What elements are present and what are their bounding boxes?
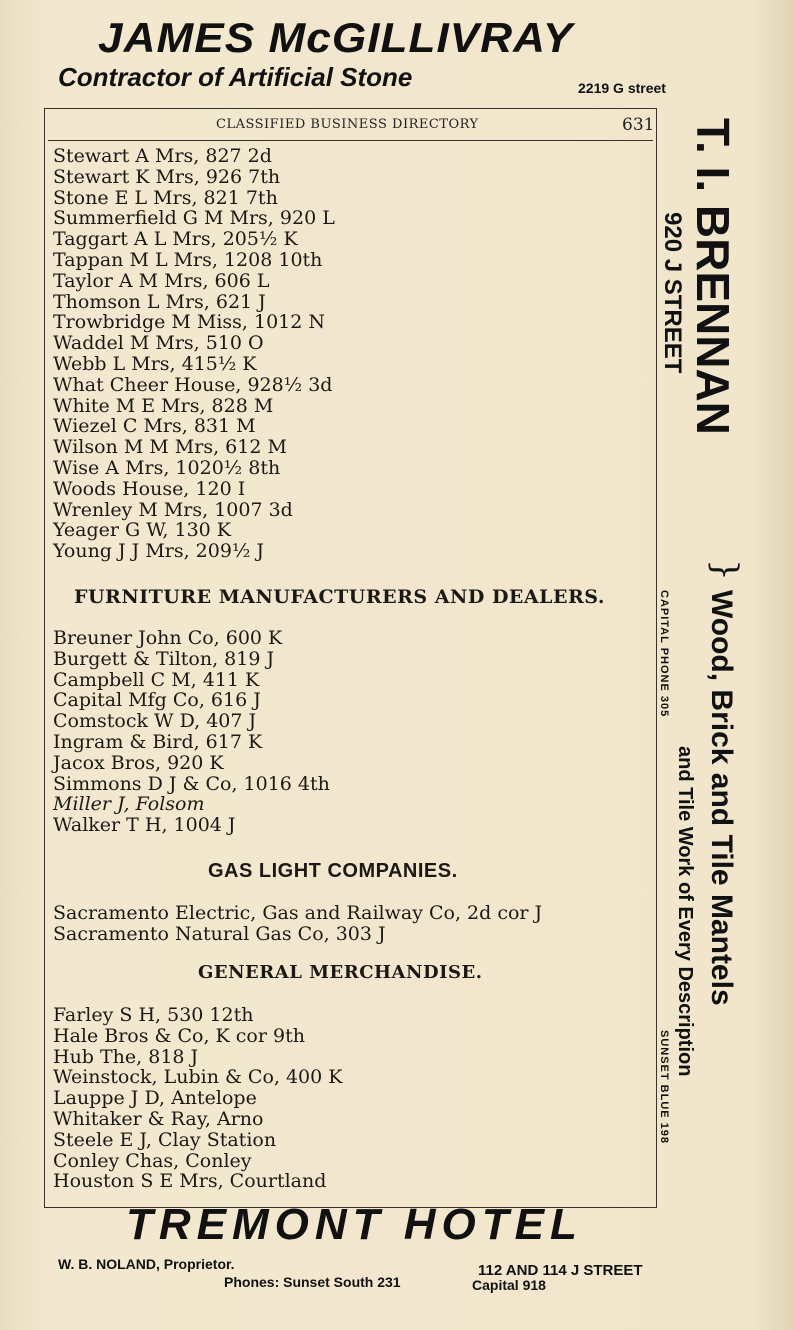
top-ad-name: JAMES McGILLIVRAY xyxy=(98,14,574,61)
furniture-list xyxy=(53,628,330,836)
list-item: Trowbridge M Miss, 1012 N xyxy=(53,311,326,334)
list-item: Waddel M Mrs, 510 O xyxy=(53,332,264,355)
list-item: Woods House, 120 I xyxy=(53,477,246,500)
list-item: Jacox Bros, 920 K xyxy=(53,751,224,774)
bottom-ad-name: TREMONT HOTEL xyxy=(126,1200,583,1249)
bottom-ad-address: 112 AND 114 J STREET xyxy=(478,1262,643,1279)
side-ad-name: T. I. BRENNAN xyxy=(687,118,739,435)
list-item: Stone E L Mrs, 821 7th xyxy=(53,186,278,209)
list-item: Lauppe J D, Antelope xyxy=(53,1087,257,1110)
list-item: Webb L Mrs, 415½ K xyxy=(53,352,257,375)
list-item: Summerfield G M Mrs, 920 L xyxy=(53,207,335,230)
section-heading-merchandise: GENERAL MERCHANDISE. xyxy=(198,962,483,983)
page-number: 631 xyxy=(622,115,655,135)
section-heading-furniture: FURNITURE MANUFACTURERS AND DEALERS. xyxy=(74,586,605,608)
list-item: White M E Mrs, 828 M xyxy=(53,394,274,417)
top-ad-subtitle: Contractor of Artificial Stone xyxy=(58,62,413,92)
list-item: Wise A Mrs, 1020½ 8th xyxy=(53,456,281,479)
list-item: Capital Mfg Co, 616 J xyxy=(53,689,261,712)
list-item: Hub The, 818 J xyxy=(53,1045,199,1068)
list-item: Campbell C M, 411 K xyxy=(53,668,260,691)
list-item: Wiezel C Mrs, 831 M xyxy=(53,415,256,438)
list-item: Taggart A L Mrs, 205½ K xyxy=(53,228,298,251)
list-item: Miller J, Folsom xyxy=(53,793,205,816)
list-item: Comstock W D, 407 J xyxy=(53,710,257,733)
list-item: Steele E J, Clay Station xyxy=(53,1128,277,1151)
list-item: Burgett & Tilton, 819 J xyxy=(53,647,275,670)
section-heading-gas: GAS LIGHT COMPANIES. xyxy=(208,860,458,882)
list-item: Young J J Mrs, 209½ J xyxy=(53,540,265,563)
entries-top-list xyxy=(53,146,335,562)
list-item: Houston S E Mrs, Courtland xyxy=(53,1170,327,1193)
list-item: Stewart A Mrs, 827 2d xyxy=(53,145,272,167)
list-item: Whitaker & Ray, Arno xyxy=(53,1107,264,1130)
list-item: What Cheer House, 928½ 3d xyxy=(53,373,333,396)
bottom-ad-phones: Phones: Sunset South 231 xyxy=(224,1274,401,1290)
list-item: Yeager G W, 130 K xyxy=(53,519,231,542)
list-item: Walker T H, 1004 J xyxy=(53,814,236,837)
merchandise-list xyxy=(53,1005,342,1192)
list-item: Simmons D J & Co, 1016 4th xyxy=(53,772,330,795)
directory-title: CLASSIFIED BUSINESS DIRECTORY xyxy=(216,117,479,132)
list-item: Conley Chas, Conley xyxy=(53,1149,252,1172)
top-ad-address: 2219 G street xyxy=(578,80,666,96)
side-ad-capital-phone: CAPITAL PHONE 305 xyxy=(658,590,670,718)
gas-list xyxy=(53,903,542,945)
list-item: Hale Bros & Co, K cor 9th xyxy=(53,1024,305,1047)
side-ad-street: 920 J STREET xyxy=(659,212,686,374)
list-item: Tappan M L Mrs, 1208 10th xyxy=(53,248,323,271)
side-ad-sunset-phone: SUNSET BLUE 198 xyxy=(658,1030,670,1145)
list-item: Wrenley M Mrs, 1007 3d xyxy=(53,498,293,521)
bottom-ad-proprietor: W. B. NOLAND, Proprietor. xyxy=(58,1256,235,1272)
list-item: Weinstock, Lubin & Co, 400 K xyxy=(53,1066,343,1089)
side-ad-brace: } xyxy=(704,559,745,581)
side-ad-tagline: Wood, Brick and Tile Mantels xyxy=(705,590,738,1006)
list-item: Farley S H, 530 12th xyxy=(53,1004,254,1026)
bottom-ad-capital: Capital 918 xyxy=(472,1277,546,1293)
side-ad-subtagline: and Tile Work of Every Description xyxy=(674,746,696,1077)
list-item: Sacramento Electric, Gas and Railway Co, 2d cor J xyxy=(53,902,543,924)
list-item: Wilson M M Mrs, 612 M xyxy=(53,436,287,459)
header-rule xyxy=(48,140,653,141)
list-item: Ingram & Bird, 617 K xyxy=(53,730,263,753)
list-item: Breuner John Co, 600 K xyxy=(53,627,283,649)
list-item: Taylor A M Mrs, 606 L xyxy=(53,269,270,292)
list-item: Thomson L Mrs, 621 J xyxy=(53,290,266,313)
list-item: Stewart K Mrs, 926 7th xyxy=(53,165,281,188)
list-item: Sacramento Natural Gas Co, 303 J xyxy=(53,922,386,945)
